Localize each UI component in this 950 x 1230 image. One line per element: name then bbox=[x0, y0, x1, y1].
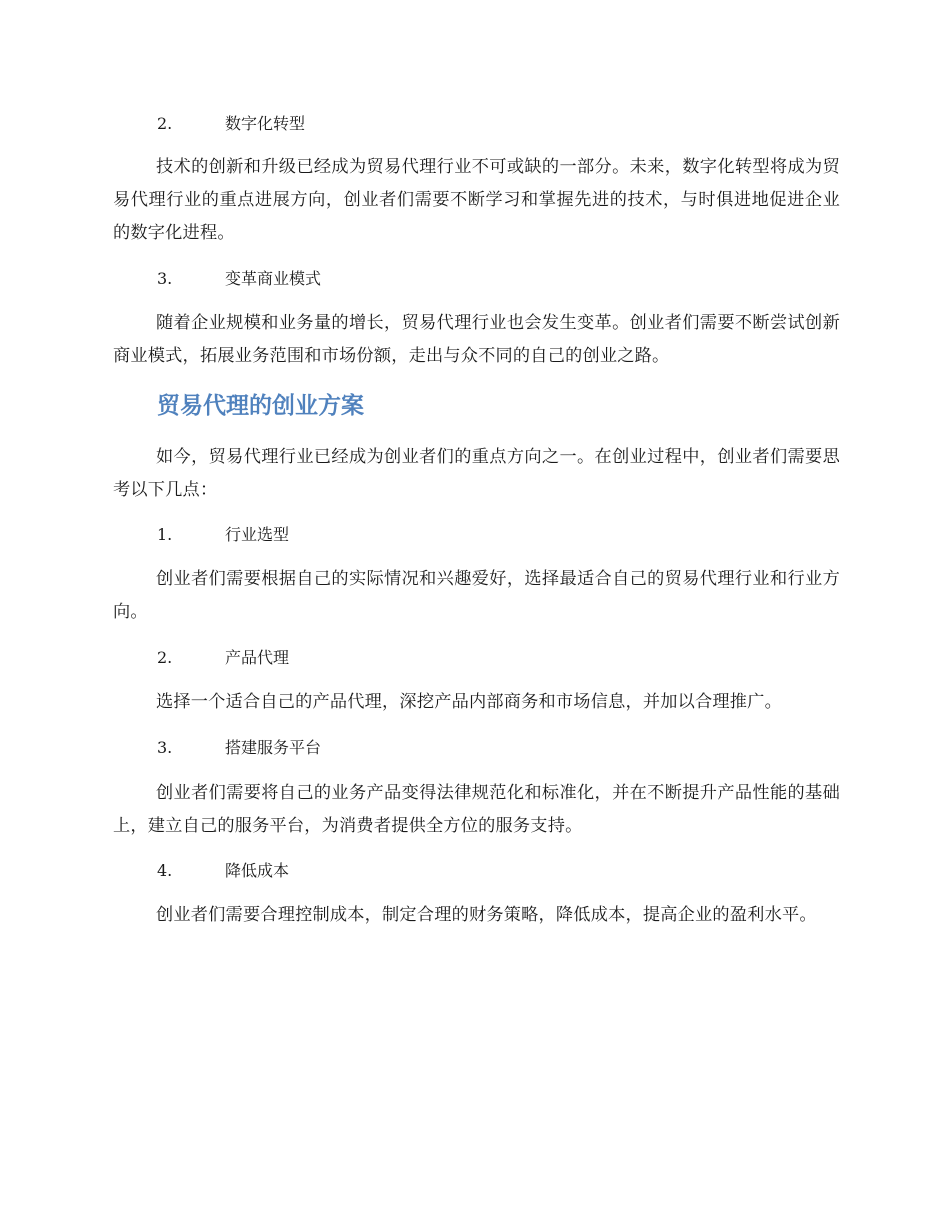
list-number: 3. bbox=[157, 738, 173, 757]
list-number: 1. bbox=[157, 525, 173, 544]
list-number: 3. bbox=[157, 269, 173, 288]
paragraph-digital-transformation: 技术的创新和升级已经成为贸易代理行业不可或缺的一部分。未来，数字化转型将成为贸易代理行业的重点进展方向，创业者们需要不断学习和掌握先进的技术，与时俱进地促进企业的数字化进程。 bbox=[113, 157, 840, 243]
list-item-reduce-costs bbox=[157, 860, 289, 882]
list-item-business-model bbox=[157, 268, 321, 290]
list-title: 变革商业模式 bbox=[225, 269, 322, 288]
list-item-service-platform bbox=[157, 737, 321, 759]
list-title: 行业选型 bbox=[225, 525, 290, 544]
list-title: 数字化转型 bbox=[225, 114, 306, 133]
list-item-industry-selection bbox=[157, 524, 289, 546]
list-title: 产品代理 bbox=[225, 648, 290, 667]
paragraph-business-model: 随着企业规模和业务量的增长，贸易代理行业也会发生变革。创业者们需要不断尝试创新商业模式，拓展业务范围和市场份额，走出与众不同的自己的创业之路。 bbox=[113, 313, 840, 366]
section-heading: 贸易代理的创业方案 bbox=[157, 393, 364, 419]
list-title: 降低成本 bbox=[225, 861, 290, 880]
paragraph-reduce-costs: 创业者们需要合理控制成本，制定合理的财务策略，降低成本，提高企业的盈利水平。 bbox=[156, 905, 817, 925]
paragraph-intro: 如今，贸易代理行业已经成为创业者们的重点方向之一。在创业过程中，创业者们需要思考以下几点： bbox=[113, 447, 840, 500]
list-item-product-agency bbox=[157, 647, 289, 669]
paragraph-service-platform: 创业者们需要将自己的业务产品变得法律规范化和标准化，并在不断提升产品性能的基础上，建立自己的服务平台，为消费者提供全方位的服务支持。 bbox=[113, 783, 840, 836]
list-number: 2. bbox=[157, 648, 173, 667]
paragraph-product-agency: 选择一个适合自己的产品代理，深挖产品内部商务和市场信息，并加以合理推广。 bbox=[156, 692, 782, 712]
list-number: 4. bbox=[157, 861, 173, 880]
list-title: 搭建服务平台 bbox=[225, 738, 322, 757]
list-number: 2. bbox=[157, 114, 173, 133]
list-item-digital-transformation bbox=[157, 113, 305, 135]
paragraph-industry-selection: 创业者们需要根据自己的实际情况和兴趣爱好，选择最适合自己的贸易代理行业和行业方向。 bbox=[113, 569, 840, 622]
